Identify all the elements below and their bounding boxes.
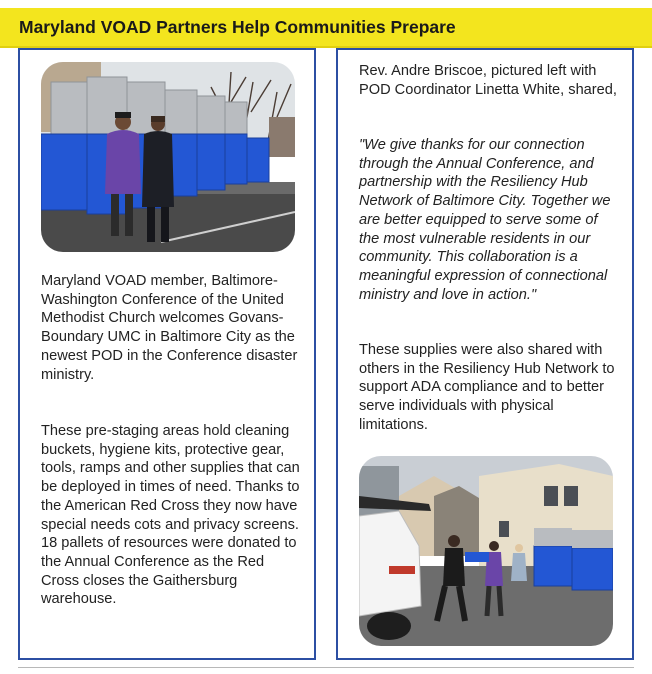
bottom-divider xyxy=(18,667,634,668)
paragraph-supplies-shared: These supplies were also shared with others in the Resiliency Hub Network to support ADA compliance and to better serve individuals with physical limitations. xyxy=(359,342,615,433)
photo-volunteers-loading xyxy=(359,456,613,646)
paragraph-conference-pod: Maryland VOAD member, Baltimore-Washington Conference of the United Methodist Church welcomes Govans-Boundary UMC in Baltimore City as the newest POD in the Conference disaster ministry. xyxy=(41,273,298,383)
photo-pastors-with-bins xyxy=(41,62,295,252)
quote-block: "We give thanks for our connection through the Annual Conference, and partnership with the Resiliency Hub Network of Baltimore City. Together we are better equipped to serve some of the most vulnerable residents in our community. This collaboration is a meaningful expression of connectional ministry and love in action." xyxy=(359,137,611,303)
right-column xyxy=(336,48,634,660)
header-banner xyxy=(0,8,652,48)
paragraph-intro: Rev. Andre Briscoe, pictured left with POD Coordinator Linetta White, shared, xyxy=(359,63,617,98)
left-column xyxy=(18,48,316,660)
paragraph-pre-staging: These pre-staging areas hold cleaning buckets, hygiene kits, protective gear, tools, ramps and other supplies that can be deployed in times of need. Thanks to the American Red Cross they now have special needs cots and privacy screens. 18 pallets of resources were donated to the Annual Conference as the Red Cross closes the Gaithersburg warehouse. xyxy=(41,423,300,608)
page-title: Maryland VOAD Partners Help Communities Prepare xyxy=(19,17,456,37)
